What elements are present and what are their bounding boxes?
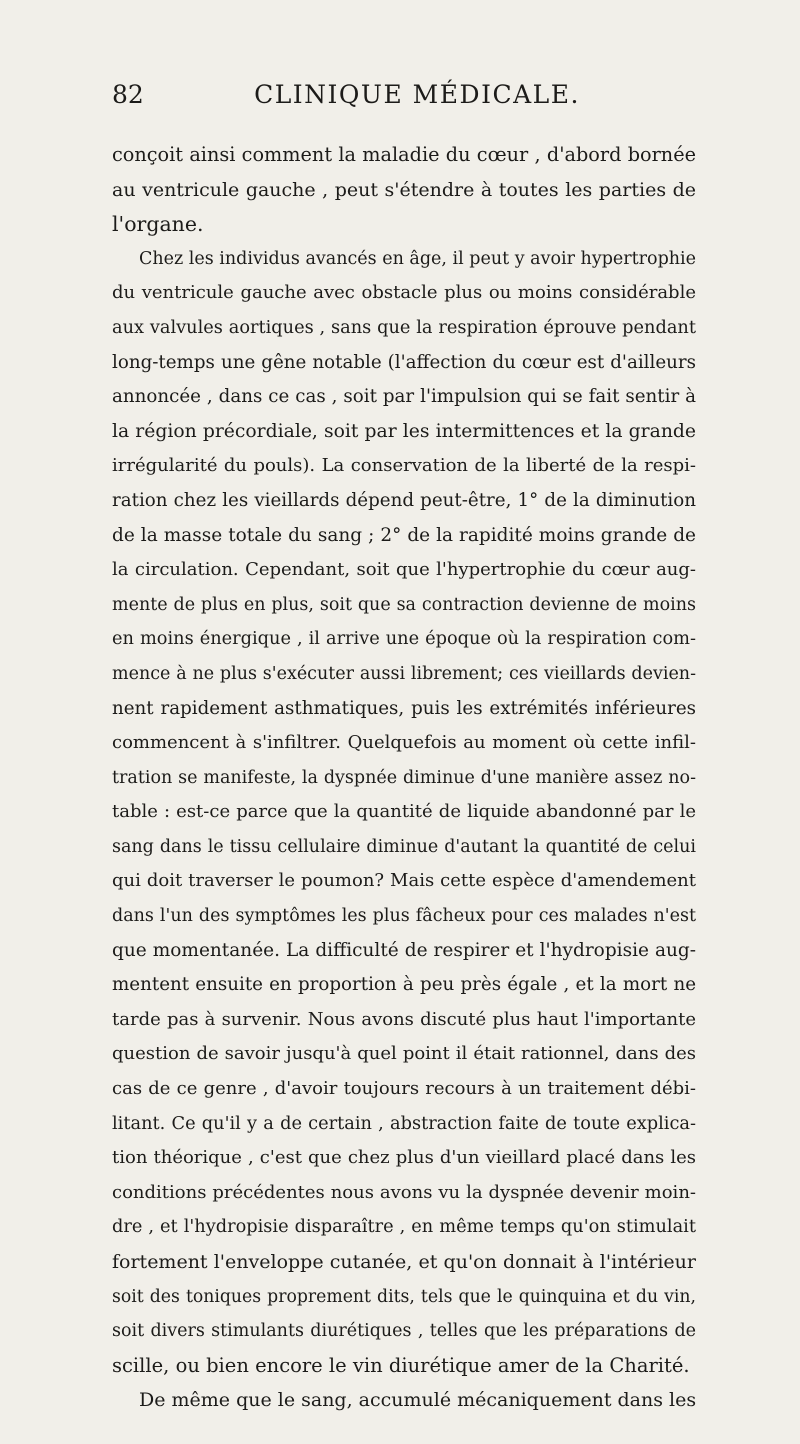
text-line: annoncée , dans ce cas , soit par l'impulsion qui se fait sentir à — [112, 386, 696, 408]
page-header-title: CLINIQUE MÉDICALE. — [254, 80, 580, 109]
text-line: aux valvules aortiques , sans que la respiration éprouve pendant — [112, 317, 696, 338]
text-line: nent rapidement asthmatiques, puis les extrémités inférieures — [112, 697, 696, 719]
text-line: long-temps une gêne notable (l'affection du cœur est d'ailleurs — [112, 351, 696, 373]
text-line: ration chez les vieillards dépend peut-être, 1° de la diminution — [112, 489, 696, 511]
text-line: que momentanée. La difficulté de respirer et l'hydropisie aug- — [112, 939, 696, 961]
text-line: tion théorique , c'est que chez plus d'un vieillard placé dans les — [112, 1147, 696, 1169]
text-line: fortement l'enveloppe cutanée, et qu'on donnait à l'intérieur — [112, 1251, 696, 1273]
text-line: question de savoir jusqu'à quel point il était rationnel, dans des — [112, 1043, 696, 1065]
text-line: scille, ou bien encore le vin diurétique amer de la Charité. — [112, 1353, 690, 1377]
text-line: la région précordiale, soit par les intermittences et la grande — [112, 420, 696, 442]
text-line: mence à ne plus s'exécuter aussi librement; ces vieillards devien- — [112, 663, 696, 684]
text-line: l'organe. — [112, 212, 204, 237]
text-line: la circulation. Cependant, soit que l'hypertrophie du cœur aug- — [112, 559, 696, 581]
text-line: litant. Ce qu'il y a de certain , abstraction faite de toute explica- — [112, 1113, 696, 1134]
text-line: tration se manifeste, la dyspnée diminue d'une manière assez no- — [112, 767, 696, 788]
page-number: 82 — [112, 80, 144, 109]
text-line: Chez les individus avancés en âge, il peut y avoir hypertrophie — [139, 248, 696, 269]
text-line: en moins énergique , il arrive une époque où la respiration com- — [112, 629, 696, 650]
text-line: mente de plus en plus, soit que sa contraction devienne de moins — [112, 594, 696, 615]
text-line: cas de ce genre , d'avoir toujours recours à un traitement débi- — [112, 1078, 696, 1100]
text-line: du ventricule gauche avec obstacle plus ou moins considérable — [112, 282, 696, 304]
body-text — [112, 138, 696, 1418]
text-line: mentent ensuite en proportion à peu près égale , et la mort ne — [112, 974, 696, 996]
text-line: conditions précédentes nous avons vu la dyspnée devenir moin- — [112, 1181, 696, 1203]
text-line: dans l'un des symptômes les plus fâcheux pour ces malades n'est — [112, 906, 696, 927]
text-line: sang dans le tissu cellulaire diminue d'autant la quantité de celui — [112, 836, 696, 857]
text-line: soit des toniques proprement dits, tels que le quinquina et du vin, — [112, 1286, 696, 1307]
text-line: tarde pas à survenir. Nous avons discuté plus haut l'importante — [112, 1008, 696, 1030]
text-line: dre , et l'hydropisie disparaître , en même temps qu'on stimulait — [112, 1217, 696, 1238]
text-line: au ventricule gauche , peut s'étendre à toutes les parties de — [112, 178, 696, 201]
text-line: table : est-ce parce que la quantité de liquide abandonné par le — [112, 801, 696, 823]
text-line: conçoit ainsi comment la maladie du cœur , d'abord bornée — [112, 143, 696, 166]
text-line: qui doit traverser le poumon? Mais cette espèce d'amendement — [112, 870, 696, 892]
text-line: irrégularité du pouls). La conservation de la liberté de la respi- — [112, 455, 696, 477]
text-line: De même que le sang, accumulé mécaniquement dans les — [139, 1389, 697, 1412]
text-line: commencent à s'infiltrer. Quelquefois au moment où cette infil- — [112, 732, 696, 754]
text-line: soit divers stimulants diurétiques , telles que les préparations de — [112, 1321, 696, 1342]
running-head — [112, 80, 692, 120]
text-line: de la masse totale du sang ; 2° de la rapidité moins grande de — [112, 524, 696, 546]
